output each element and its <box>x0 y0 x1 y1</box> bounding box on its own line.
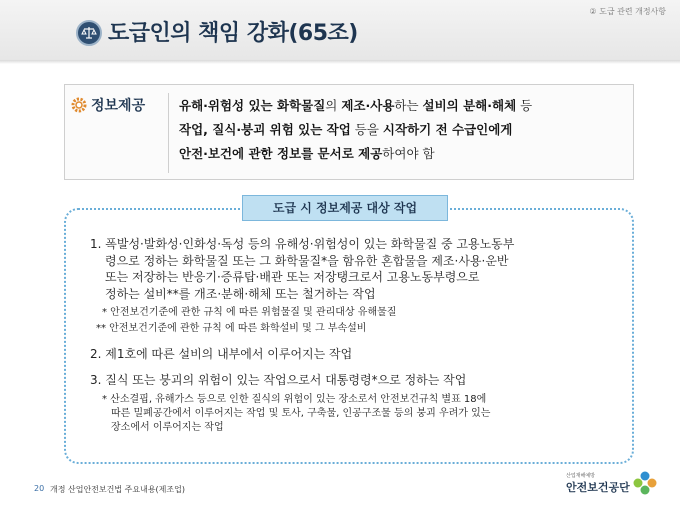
list-item-1 <box>90 236 514 302</box>
info-span: 의 <box>325 98 342 113</box>
info-heading <box>71 95 145 115</box>
item-line: 1. 폭발성·발화성·인화성·독성 등의 유해성·위험성이 있는 화학물질 중 고용노동부 <box>90 237 515 251</box>
info-span: 등 <box>516 98 533 113</box>
page-title: 도급인의 책임 강화(65조) <box>108 21 358 46</box>
info-line <box>179 142 532 166</box>
logo-cross-icon <box>632 470 658 496</box>
info-span: 하는 <box>394 98 423 113</box>
info-bold: 유해·위험성 있는 화학물질 <box>179 98 326 113</box>
logo-name: 안전보건공단 <box>566 481 630 494</box>
page-number: 20 <box>34 484 45 493</box>
info-span: 등을 <box>350 122 383 137</box>
info-line <box>179 94 532 118</box>
info-bold: 설비의 분해·해체 <box>422 98 517 113</box>
logo-small-text: 산업재해예방 <box>566 473 595 479</box>
section-tag: ② 도급 관련 개정사항 <box>589 7 666 16</box>
logo <box>566 472 630 495</box>
info-box <box>64 84 634 180</box>
info-bold: 작업, 질식·붕괴 위험 있는 작업 <box>179 122 351 137</box>
info-bold: 제조·사용 <box>341 98 395 113</box>
list-title: 도급 시 정보제공 대상 작업 <box>242 195 448 221</box>
note-1b: ** 안전보건기준에 관한 규칙 에 따른 화학설비 및 그 부속설비 <box>96 323 367 334</box>
info-bold: 안전·보건에 관한 정보를 문서로 제공 <box>179 146 383 161</box>
info-text <box>179 94 532 166</box>
note-line: * 산소결핍, 유해가스 등으로 인한 질식의 위험이 있는 장소로서 안전보건규칙 별표 18에 <box>102 394 487 405</box>
list-item-3: 3. 질식 또는 붕괴의 위험이 있는 작업으로서 대통령령*으로 정하는 작업 <box>90 373 467 387</box>
info-bold: 시작하기 전 수급인에게 <box>382 122 513 137</box>
divider <box>168 93 169 173</box>
info-label: 정보제공 <box>91 98 146 114</box>
note-1a: * 안전보건기준에 관한 규칙 에 따른 위험물질 및 관리대상 유해물질 <box>102 307 397 318</box>
note-line: 따른 밀폐공간에서 이루어지는 작업 및 토사, 구축물, 인공구조물 등의 붕괴 우려가 있는 <box>111 408 491 419</box>
note-line: 장소에서 이루어지는 작업 <box>111 422 224 433</box>
scale-icon <box>76 20 102 46</box>
info-span: 하여야 함 <box>382 146 435 161</box>
header-shadow <box>0 60 680 64</box>
gear-icon <box>71 97 87 113</box>
item-line: 또는 저장하는 반응기·증류탑·배관 또는 저장탱크로서 고용노동부령으로 <box>105 270 480 284</box>
item-line: 정하는 설비**를 개조·분해·해체 또는 철거하는 작업 <box>105 286 376 301</box>
note-3 <box>102 393 490 435</box>
item-line: 령으로 정하는 화학물질 또는 그 화학물질*을 함유한 혼합물을 제조·사용·운반 <box>105 253 509 268</box>
footer-text: 개정 산업안전보건법 주요내용(제조업) <box>50 485 185 494</box>
list-item-2: 2. 제1호에 따른 설비의 내부에서 이루어지는 작업 <box>90 347 353 361</box>
info-line <box>179 118 532 142</box>
